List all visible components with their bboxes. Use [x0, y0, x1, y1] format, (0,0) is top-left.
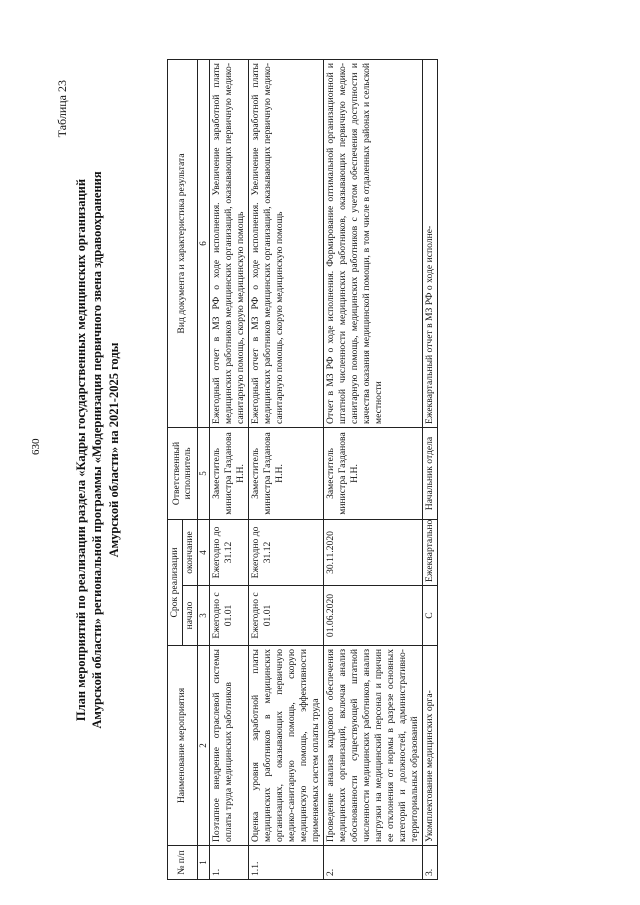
row-num: 1.1.	[249, 846, 324, 880]
table-row	[324, 59, 423, 879]
row-result: Ежеквартальный отчет в МЗ РФ о ходе исполне-	[422, 59, 437, 427]
table-number: Таблица 23	[55, 80, 69, 138]
header-period: Срок реализации	[168, 519, 183, 645]
row-start: Ежегодно с 01.01	[210, 586, 249, 646]
header-responsible: Ответственный исполнитель	[168, 427, 198, 519]
header-result: Вид документа и характеристика результата	[168, 59, 198, 427]
header-row	[168, 59, 183, 879]
table-row	[249, 59, 324, 879]
row-responsible: Заместитель министра Газданова Н.Н.	[249, 427, 324, 519]
row-end: Ежегодно до 31.12	[249, 519, 324, 585]
header-start: начало	[182, 586, 197, 646]
row-result: Ежегодный отчет в МЗ РФ о ходе исполнения. Увеличение заработной платы медицинских работников медицинских организаций, оказывающих первичную медико-санитарную помощь, скорую медицинскую помощь	[210, 59, 249, 427]
row-name: Поэтапное внедрение отраслевой системы оплаты труда медицинских работников	[210, 646, 249, 846]
index-cell: 6	[197, 59, 209, 427]
row-end: 30.11.2020	[324, 519, 423, 585]
row-end: Ежегодно до 31.12	[210, 519, 249, 585]
plan-table	[167, 59, 438, 880]
row-start: Ежегодно с 01.01	[249, 586, 324, 646]
row-result: Ежегодный отчет в МЗ РФ о ходе исполнения. Увеличение заработной платы медицинских работников медицинских организаций, оказывающих первичную медико-санитарную помощь, скорую медицинскую помощь	[249, 59, 324, 427]
document-title: План мероприятий по реализации раздела «Кадры государственных медицинских организаций Амурской области» региональной программы «Модернизация первичного звена здравоохранения Амурской области» на 2021-2025 годы	[74, 171, 121, 729]
row-responsible: Начальник отдела	[422, 427, 437, 519]
row-num: 2.	[324, 846, 423, 880]
row-end: Ежеквартально	[422, 519, 437, 585]
header-num: № п/п	[168, 846, 198, 880]
page-number: 630	[30, 438, 42, 455]
row-num: 1.	[210, 846, 249, 880]
index-cell: 2	[197, 646, 209, 846]
row-result: Отчет в МЗ РФ о ходе исполнения. Формирование оптимальной организационной и штатной численности медицинских работников, оказывающих первичную медико-санитарную помощь, медицинских работников с учетом обеспечения доступности и качества оказания медицинской помощи, в том числе в отдаленных районах и сельской местности	[324, 59, 423, 427]
row-responsible: Заместитель министра Газданова Н.Н.	[324, 427, 423, 519]
row-responsible: Заместитель министра Газданова Н.Н.	[210, 427, 249, 519]
header-end: окончание	[182, 519, 197, 585]
index-cell: 4	[197, 519, 209, 585]
header-name: Наименование мероприятия	[168, 646, 198, 846]
index-cell: 3	[197, 586, 209, 646]
row-name: Проведение анализа кадрового обеспечения медицинских организаций, включая анализ обоснованности существующей штатной численности медицинских работников, анализ нагрузки на медицинский персонал и причин ее отклонения от нормы в разрезе основных категорий и должностей, административно-территориальных образований	[324, 646, 423, 846]
table-row	[422, 59, 437, 879]
index-row	[197, 59, 209, 879]
row-name: Укомплектование медицинских орга-	[422, 646, 437, 846]
index-cell: 5	[197, 427, 209, 519]
row-start: 01.06.2020	[324, 586, 423, 646]
rotated-content	[55, 60, 530, 880]
row-start: С	[422, 586, 437, 646]
index-cell: 1	[197, 846, 209, 880]
row-name: Оценка уровня заработной платы медицинских работников в медицинских организациях, оказывающих первичную медико-санитарную помощь, скорую медицинскую помощь, эффективности применяемых систем оплаты труда	[249, 646, 324, 846]
table-row	[210, 59, 249, 879]
row-num: 3.	[422, 846, 437, 880]
